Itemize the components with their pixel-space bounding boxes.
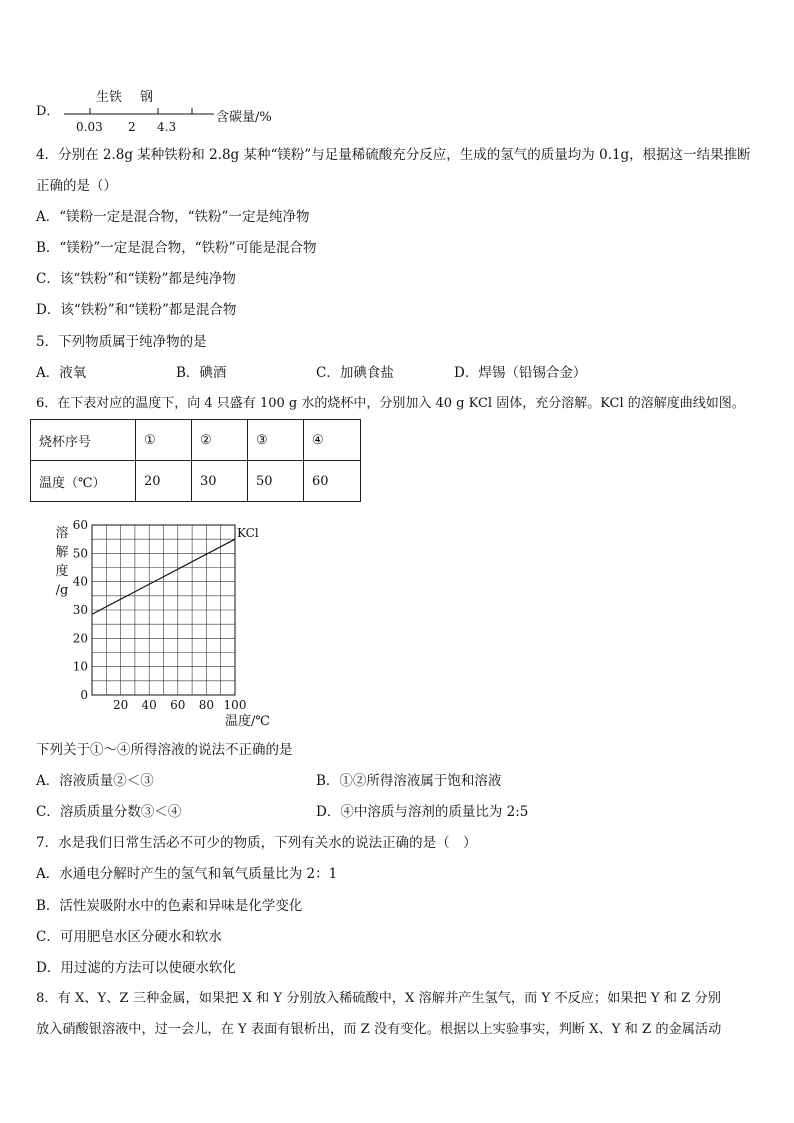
table-cell: 烧杯序号 [31,420,136,461]
table-cell: ① [136,420,192,461]
q4-option-c: C．该“铁粉”和“镁粉”都是纯净物 [36,271,236,287]
q6-option-c: C．溶质质量分数③＜④ [36,804,182,820]
q4-stem-line2: 正确的是（） [36,178,117,194]
y-tick-label: 50 [72,546,88,561]
y-tick-label: 10 [72,659,88,674]
y-tick-label: 0 [80,688,88,702]
table-cell: 温度（℃） [31,461,136,502]
q7-option-d: D．用过滤的方法可以使硬水软化 [36,960,236,976]
axis-label: 含碳量/% [216,110,272,125]
table-row [31,420,361,461]
table-cell: 30 [192,461,248,502]
table-cell: 20 [136,461,192,502]
y-axis-label: 溶 [55,526,69,541]
table-cell: 60 [304,461,361,502]
y-axis-label: 度 [55,564,69,579]
y-tick-label: 20 [72,631,88,646]
x-tick-label: 80 [198,698,215,712]
q6-option-b: B．①②所得溶液属于饱和溶液 [316,773,502,789]
table-row [31,461,361,502]
q5-option-a: A．液氧 [36,365,87,381]
table-cell: ③ [248,420,304,461]
y-tick-label: 30 [72,603,88,617]
kcl-solubility-chart [50,515,290,727]
q6-option-d: D．④中溶质与溶剂的质量比为 2:5 [316,804,529,820]
series-label: KCl [237,526,259,541]
tick-label: 2 [128,120,136,134]
beaker-temperature-table [30,419,361,502]
q5-option-b: B．碘酒 [176,365,227,381]
x-axis-label: 温度/℃ [225,714,270,727]
table-cell: ④ [304,420,361,461]
q6-question: 下列关于①～④所得溶液的说法不正确的是 [36,742,293,758]
q8-stem-line2: 放入硝酸银溶液中，过一会儿，在 Y 表面有银析出，而 Z 没有变化。根据以上实验事实，判断 X、Y 和 Z 的金属活动 [36,1022,722,1037]
q4-stem-line1: 4．分别在 2.8g 某种铁粉和 2.8g 某种“镁粉”与足量稀硫酸充分反应，生成的氢气的质量均为 0.1g，根据这一结果推断 [36,147,751,163]
q7-stem: 7．水是我们日常生活必不可少的物质，下列有关水的说法正确的是（ ） [36,835,477,851]
carbon-content-number-line [36,86,276,136]
q6-stem: 6．在下表对应的温度下，向 4 只盛有 100 g 水的烧杯中，分别加入 40 g KCl 固体，充分溶解。KCl 的溶解度曲线如图。 [36,396,745,411]
q6-option-a: A．溶液质量②＜③ [36,773,154,789]
q4-option-a: A．“镁粉一定是混合物，“铁粉”一定是纯净物 [36,209,310,225]
y-axis-label: /g [55,583,69,598]
y-axis-label: 解 [55,545,69,560]
q7-option-b: B．活性炭吸附水中的色素和异味是化学变化 [36,898,303,914]
steel-label: 钢 [140,90,154,105]
x-tick-label: 40 [141,698,157,712]
y-tick-label: 40 [72,574,88,589]
q4-option-b: B．“镁粉”一定是混合物，“铁粉”可能是混合物 [36,240,317,256]
q5-stem: 5．下列物质属于纯净物的是 [36,334,207,350]
pig-iron-label: 生铁 [96,90,123,105]
y-tick-label: 60 [72,518,88,532]
q5-option-d: D．焊锡（铅锡合金） [454,365,587,381]
option-letter: D． [36,104,60,119]
table-cell: ② [192,420,248,461]
tick-label: 0.03 [76,120,103,134]
table-cell: 50 [248,461,304,502]
q5-option-c: C．加碘食盐 [316,365,394,381]
x-tick-label: 20 [112,698,129,712]
q7-option-c: C．可用肥皂水区分硬水和软水 [36,929,222,945]
tick-label: 4.3 [157,120,177,134]
x-tick-label: 100 [223,698,247,712]
q4-option-d: D．该“铁粉”和“镁粉”都是混合物 [36,302,237,318]
q7-option-a: A．水通电分解时产生的氢气和氧气质量比为 2：1 [36,866,338,882]
q8-stem-line1: 8．有 X、Y、Z 三种金属，如果把 X 和 Y 分别放入稀硫酸中，X 溶解并产生氢气，而 Y 不反应；如果把 Y 和 Z 分别 [36,991,721,1006]
x-tick-label: 60 [170,698,186,712]
